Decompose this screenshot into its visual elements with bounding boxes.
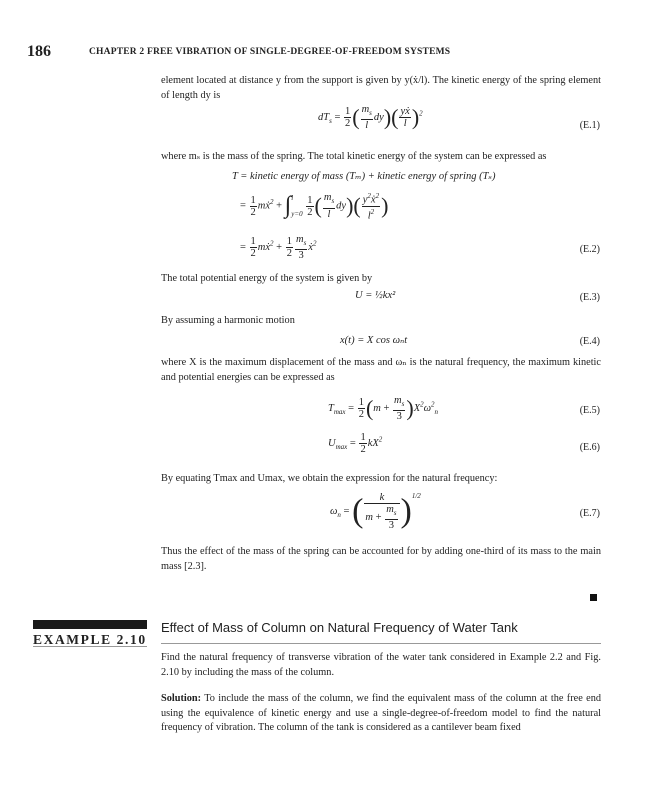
paragraph-harmonic: By assuming a harmonic motion — [161, 315, 295, 326]
solution-label: Solution: — [161, 693, 202, 704]
equation-e4: x(t) = X cos ωₙt — [340, 335, 408, 346]
example-bar — [33, 620, 147, 629]
equation-number-e4: (E.4) — [579, 336, 600, 347]
equation-e5: $T_{max}$ = $\frac{1}{2}$ (m + $\frac{m_s}{3}$ )$X^2\omega^2_n$ — [328, 395, 439, 423]
example-label: EXAMPLE 2.10 — [33, 632, 147, 647]
equation-number-e5: (E.5) — [579, 405, 600, 416]
equation-e6: $U_{max}$ = $\frac{1}{2}$ $kX^2$ — [328, 432, 383, 455]
equation-number-e6: (E.6) — [579, 442, 600, 453]
paragraph-equating: By equating Tmax and Umax, we obtain the expression for the natural frequency: — [161, 473, 498, 484]
equation-number-e2: (E.2) — [579, 244, 600, 255]
paragraph-max-energies: where X is the maximum displacement of the mass and ωₙ is the natural frequency, the maximum kinetic and potential energies can be expressed as — [161, 357, 601, 383]
end-of-example-mark — [590, 594, 597, 601]
equation-number-e3: (E.3) — [579, 292, 600, 303]
equation-kinetic-integral: = $\frac{1}{2}$ mẋ$^2$ + ∫ l y=0 $\frac{1}{2}$ ( $\frac{m_s}{l}$ dy)( $\frac{y^2ẋ^2}{l^2}$ ) — [240, 192, 389, 221]
paragraph-spring-mass: where mₛ is the mass of the spring. The total kinetic energy of the system can be expressed as — [161, 151, 547, 162]
equation-total-kinetic-energy: T = kinetic energy of mass (Tₘ) + kinetic energy of spring (Tₛ) — [232, 171, 496, 182]
paragraph-conclusion: Thus the effect of the mass of the spring can be accounted for by adding one-third of its mass to the main mass [2.3]. — [161, 546, 601, 572]
example-problem: Find the natural frequency of transverse vibration of the water tank considered in Example 2.2 and Fig. 2.10 by including the mass of the column. — [161, 652, 601, 678]
running-head: CHAPTER 2 FREE VIBRATION OF SINGLE-DEGREE-OF-FREEDOM SYSTEMS — [89, 47, 451, 57]
equation-e3: U = ½kx² — [355, 290, 396, 301]
equation-number-e1: (E.1) — [579, 120, 600, 131]
equation-e2: = $\frac{1}{2}$ mẋ$^2$ + $\frac{1}{2}$ $\frac{m_s}{3}$ ẋ$^2$ — [240, 234, 317, 262]
equation-e7: $\omega_n$ = ( k m + $\frac{m_s}{3}$ )$^{1/2}$ — [330, 492, 421, 532]
example-label-rule — [33, 646, 147, 647]
example-title-rule — [161, 643, 601, 644]
paragraph-spring-element: element located at distance y from the support is given by y(ẋ/l). The kinetic energy of the spring element of length dy is — [161, 75, 601, 101]
example-title: Effect of Mass of Column on Natural Frequency of Water Tank — [161, 620, 518, 635]
equation-e1: $dT_s$ = $\frac{1}{2}$ ( $\frac{m_s}{l}$ dy)( $\frac{\text{yẋ}}{l}$ )$^2$ — [318, 104, 423, 132]
equation-number-e7: (E.7) — [579, 508, 600, 519]
paragraph-potential-energy: The total potential energy of the system is given by — [161, 273, 373, 284]
page-number: 186 — [27, 43, 51, 60]
solution-text: To include the mass of the column, we find the equivalent mass of the column at the free end using the equivalence of kinetic energy and use a single-degree-of-freedom model to find the natural frequency of vibration. The column of the tank is considered as a cantilever beam fixed — [161, 693, 601, 733]
example-solution — [161, 692, 601, 736]
